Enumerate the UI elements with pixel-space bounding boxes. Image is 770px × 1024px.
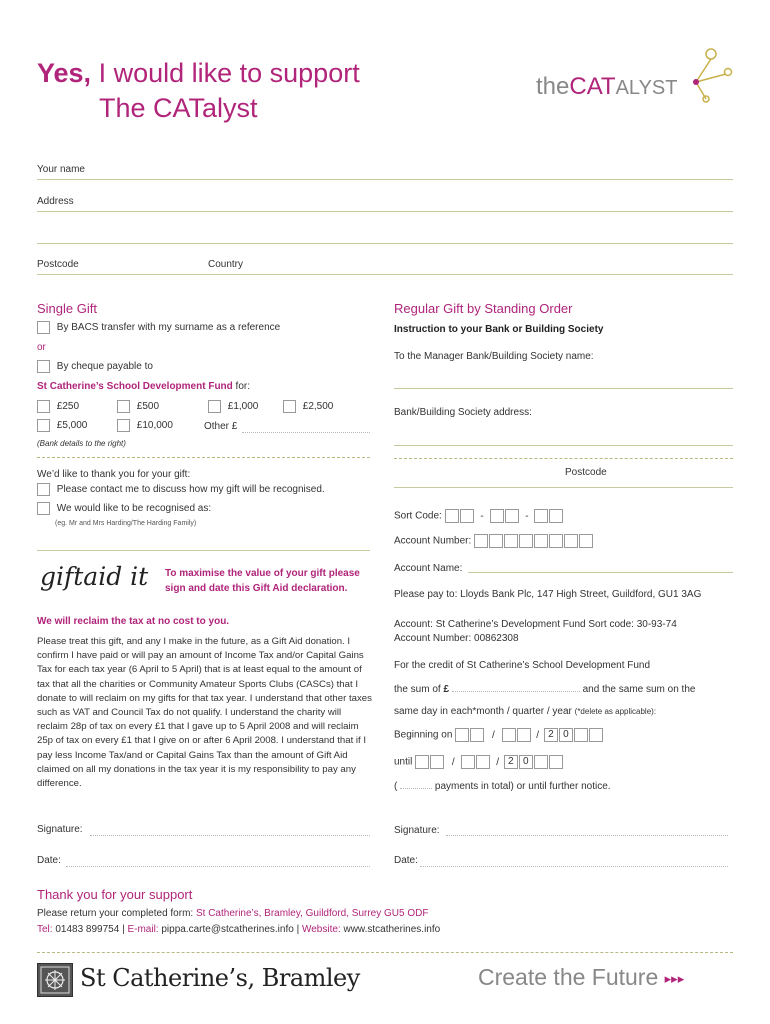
sort-code-digit-6[interactable] bbox=[549, 509, 563, 523]
cheque-checkbox[interactable] bbox=[37, 360, 50, 373]
website-link[interactable]: www.stcatherines.info bbox=[340, 924, 441, 935]
until-label: until bbox=[394, 756, 413, 768]
manager-field[interactable] bbox=[394, 388, 733, 389]
sort-code-digit-5[interactable] bbox=[534, 509, 548, 523]
amount-500 bbox=[117, 400, 159, 413]
single-gift-heading: Single Gift bbox=[37, 301, 97, 316]
bank-address-field[interactable] bbox=[394, 445, 733, 446]
contact-me-option bbox=[37, 483, 325, 496]
left-date-label: Date: bbox=[37, 855, 61, 866]
pay-to-text: Please pay to: Lloyds Bank Plc, 147 High Street, Guildford, GU1 3AG bbox=[394, 589, 702, 600]
title-yes: Yes, bbox=[37, 58, 92, 88]
bank-address-label: Bank/Building Society address: bbox=[394, 407, 532, 418]
delete-note: (*delete as applicable): bbox=[574, 707, 657, 716]
section-divider-left-1 bbox=[37, 457, 370, 458]
bacs-checkbox[interactable] bbox=[37, 321, 50, 334]
thank-you-heading: Thank you for your support bbox=[37, 887, 193, 902]
begin-year-1[interactable]: 2 bbox=[544, 728, 558, 742]
until-slash-2: / bbox=[496, 756, 500, 768]
account-digit-4[interactable] bbox=[519, 534, 533, 548]
thanks-label: We’d like to thank you for your gift: bbox=[37, 469, 191, 480]
amount-5000-checkbox[interactable] bbox=[37, 419, 50, 432]
right-signature-label: Signature: bbox=[394, 825, 440, 836]
giftaid-logo: giftaid it bbox=[40, 562, 149, 591]
sort-code-digit-2[interactable] bbox=[460, 509, 474, 523]
left-signature-label: Signature: bbox=[37, 824, 83, 835]
left-date-field[interactable] bbox=[66, 866, 370, 867]
logo-alyst: ALYST bbox=[615, 77, 678, 99]
catalyst-logo bbox=[536, 44, 736, 114]
account-detail-1: Account: St Catherine’s Development Fund Sort code: 30-93-74 bbox=[394, 619, 677, 630]
until-day-2[interactable] bbox=[430, 755, 444, 769]
tagline bbox=[478, 964, 684, 991]
until-year-4[interactable] bbox=[549, 755, 563, 769]
school-crest-icon bbox=[37, 963, 73, 997]
recognised-checkbox[interactable] bbox=[37, 502, 50, 515]
begin-month-1[interactable] bbox=[502, 728, 516, 742]
left-signature-field[interactable] bbox=[90, 835, 370, 836]
begin-month-2[interactable] bbox=[517, 728, 531, 742]
giftaid-declaration: Please treat this gift, and any I make in the future, as a Gift Aid donation. I confirm I have paid or will pay an amount of Income Tax and/or Capital Gains Tax for each tax year (6 April to 5 April) that is at least equal to the amount of tax that all the charities or Community Amateur Sports Clubs (CASCs) that I donate to will reclaim on my gifts for that tax year. I understand that other taxes such as VAT and Council Tax do not qualify. I understand the charity will reclaim 28p of tax on every £1 that I gave up to 5 April 2008 and will reclaim 25p of tax on every £1 that I give on or after 6 April 2008. I understand that if I pay less Income Tax/and or Capital Gains Tax than the amount of Gift Aid claimed on all my donations in the tax year it is my responsibility to pay any difference. bbox=[37, 636, 372, 790]
account-digit-7[interactable] bbox=[564, 534, 578, 548]
account-digit-2[interactable] bbox=[489, 534, 503, 548]
tagline-text: Create the Future bbox=[478, 964, 659, 990]
bank-postcode-field[interactable] bbox=[394, 487, 733, 488]
giftaid-reclaim: We will reclaim the tax at no cost to you. bbox=[37, 616, 230, 627]
amount-2500-label: £2,500 bbox=[302, 401, 334, 413]
until-row bbox=[394, 755, 564, 769]
or-label: or bbox=[37, 342, 46, 353]
recognised-field[interactable] bbox=[37, 550, 370, 551]
account-number-label: Account Number: bbox=[394, 535, 472, 547]
amount-250 bbox=[37, 400, 79, 413]
account-digit-8[interactable] bbox=[579, 534, 593, 548]
account-digit-6[interactable] bbox=[549, 534, 563, 548]
sort-code-digit-3[interactable] bbox=[490, 509, 504, 523]
email-label: E-mail: bbox=[127, 924, 159, 935]
frequency-label: same day in each*month / quarter / year bbox=[394, 706, 572, 717]
sort-code-label: Sort Code: bbox=[394, 510, 442, 522]
beginning-label: Beginning on bbox=[394, 729, 453, 741]
amount-10000-label: £10,000 bbox=[136, 420, 173, 432]
amount-500-checkbox[interactable] bbox=[117, 400, 130, 413]
sort-code-digit-1[interactable] bbox=[445, 509, 459, 523]
amount-1000-checkbox[interactable] bbox=[208, 400, 221, 413]
amount-250-label: £250 bbox=[56, 401, 80, 413]
return-address: St Catherine’s, Bramley, Guildford, Surrey GU5 ODF bbox=[195, 908, 429, 919]
begin-year-4[interactable] bbox=[589, 728, 603, 742]
right-date-label: Date: bbox=[394, 855, 418, 866]
begin-slash-1: / bbox=[491, 729, 495, 741]
bacs-option bbox=[37, 321, 280, 334]
address-field-1[interactable] bbox=[37, 211, 733, 212]
until-day-1[interactable] bbox=[415, 755, 429, 769]
sum-of-label: the sum of bbox=[394, 684, 441, 695]
title-rest: I would like to support bbox=[91, 58, 360, 88]
begin-year-2: 0 bbox=[559, 728, 573, 742]
until-slash-1: / bbox=[451, 756, 455, 768]
cheque-label: By cheque payable to bbox=[56, 361, 153, 373]
bacs-label: By BACS transfer with my surname as a reference bbox=[56, 322, 281, 334]
begin-year-3[interactable] bbox=[574, 728, 588, 742]
contact-sep-1: | bbox=[119, 924, 128, 935]
amount-2500-checkbox[interactable] bbox=[283, 400, 296, 413]
page-title bbox=[37, 56, 360, 90]
until-year-1[interactable]: 2 bbox=[504, 755, 518, 769]
recognised-option bbox=[37, 502, 211, 515]
account-number-row bbox=[394, 534, 594, 548]
fund-line bbox=[37, 381, 250, 392]
your-name-label: Your name bbox=[37, 164, 85, 175]
address-label: Address bbox=[37, 196, 74, 207]
right-signature-field[interactable] bbox=[446, 835, 728, 836]
address-field-2[interactable] bbox=[37, 243, 733, 244]
email-link[interactable]: pippa.carte@stcatherines.info bbox=[158, 924, 294, 935]
sum-currency: £ bbox=[443, 684, 450, 695]
bank-postcode-label: Postcode bbox=[565, 467, 607, 478]
postcode-country-field[interactable] bbox=[37, 274, 733, 275]
bank-note: (Bank details to the right) bbox=[37, 439, 126, 448]
contact-sep-2: | bbox=[293, 924, 302, 935]
until-year-3[interactable] bbox=[534, 755, 548, 769]
country-label: Country bbox=[208, 259, 244, 270]
amount-1000 bbox=[208, 400, 258, 413]
right-date-field[interactable] bbox=[420, 866, 728, 867]
footer-divider bbox=[37, 952, 733, 953]
account-digit-1[interactable] bbox=[474, 534, 488, 548]
same-sum-label: and the same sum on the bbox=[582, 684, 696, 695]
sort-code-digit-4[interactable] bbox=[505, 509, 519, 523]
payments-row bbox=[394, 780, 611, 792]
amount-10000 bbox=[117, 419, 173, 432]
amount-2500 bbox=[283, 400, 333, 413]
contact-me-label: Please contact me to discuss how my gift will be recognised. bbox=[56, 484, 325, 496]
amount-5000 bbox=[37, 419, 87, 432]
tel-value: 01483 899754 bbox=[52, 924, 120, 935]
contact-me-checkbox[interactable] bbox=[37, 483, 50, 496]
until-month-2[interactable] bbox=[476, 755, 490, 769]
account-detail-2: Account Number: 00862308 bbox=[394, 633, 519, 644]
frequency-row bbox=[394, 706, 656, 717]
begin-day-1[interactable] bbox=[455, 728, 469, 742]
payments-count-field[interactable] bbox=[400, 780, 432, 789]
postcode-label: Postcode bbox=[37, 259, 79, 270]
giftaid-maximise: To maximise the value of your gift please sign and date this Gift Aid declaration. bbox=[165, 568, 360, 594]
return-line bbox=[37, 908, 428, 919]
account-name-label: Account Name: bbox=[394, 563, 463, 574]
amount-10000-checkbox[interactable] bbox=[117, 419, 130, 432]
standing-order-heading: Regular Gift by Standing Order bbox=[394, 301, 573, 316]
fund-for: for: bbox=[232, 381, 251, 392]
instruction-label: Instruction to your Bank or Building Society bbox=[394, 324, 604, 335]
return-text: Please return your completed form: bbox=[37, 908, 196, 919]
section-divider-right-1 bbox=[394, 458, 733, 459]
amount-500-label: £500 bbox=[136, 401, 160, 413]
arrows-icon: ▸▸▸ bbox=[664, 970, 685, 986]
begin-day-2[interactable] bbox=[470, 728, 484, 742]
page-title-line2: The CATalyst bbox=[99, 93, 258, 123]
amount-5000-label: £5,000 bbox=[56, 420, 88, 432]
credit-text: For the credit of St Catherine’s School Development Fund bbox=[394, 660, 651, 671]
sum-row bbox=[394, 683, 695, 695]
amount-250-checkbox[interactable] bbox=[37, 400, 50, 413]
cheque-option bbox=[37, 360, 153, 373]
beginning-row bbox=[394, 728, 604, 742]
payments-label: payments in total) or until further notice. bbox=[434, 781, 611, 792]
sort-code-row: Sort Code: - - bbox=[394, 509, 564, 523]
account-digit-5[interactable] bbox=[534, 534, 548, 548]
website-label: Website: bbox=[301, 924, 341, 935]
logo-the: the bbox=[536, 73, 570, 100]
recognised-example: (eg. Mr and Mrs Harding/The Harding Family) bbox=[55, 520, 197, 527]
school-name: St Catherine’s, Bramley bbox=[80, 964, 360, 992]
begin-slash-2: / bbox=[536, 729, 540, 741]
your-name-field[interactable] bbox=[37, 179, 733, 180]
other-amount-label: Other £ bbox=[204, 421, 238, 432]
recognised-label: We would like to be recognised as: bbox=[56, 503, 212, 515]
account-name-field[interactable] bbox=[468, 572, 733, 573]
contact-line bbox=[37, 924, 440, 935]
tel-label: Tel: bbox=[37, 924, 53, 935]
amount-1000-label: £1,000 bbox=[227, 401, 259, 413]
other-amount-field[interactable] bbox=[242, 432, 370, 433]
until-month-1[interactable] bbox=[461, 755, 475, 769]
payments-open: ( bbox=[394, 781, 398, 792]
sum-field[interactable] bbox=[452, 683, 580, 692]
manager-label: To the Manager Bank/Building Society name: bbox=[394, 351, 594, 362]
account-digit-3[interactable] bbox=[504, 534, 518, 548]
logo-cat: CAT bbox=[569, 73, 616, 100]
catalyst-molecule-icon bbox=[666, 44, 746, 104]
fund-name: St Catherine’s School Development Fund bbox=[37, 381, 233, 392]
until-year-2: 0 bbox=[519, 755, 533, 769]
